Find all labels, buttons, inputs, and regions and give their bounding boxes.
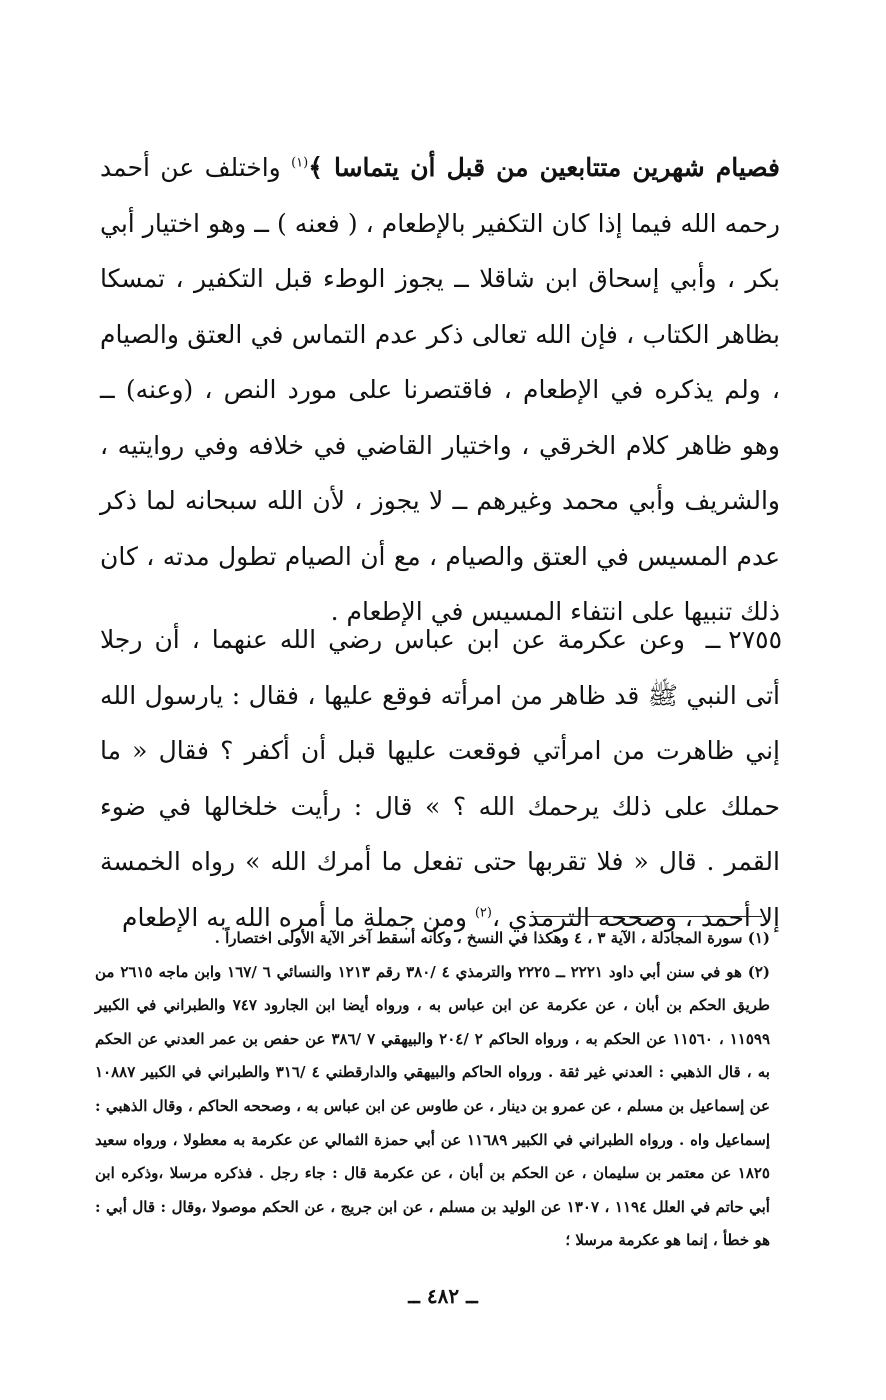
footnote-ref-2[interactable]: (٢) [474, 905, 492, 921]
hadith-number: ٢٧٥٥ ــ [705, 625, 782, 654]
footnote-divider [530, 916, 762, 917]
footnote-2: (٢) هو في سنن أبي داود ٢٢٢١ ــ ٢٢٢٥ والترمذي ٤ /٣٨٠ رقم ١٢١٣ والنسائي ٦ /١٦٧ وابن ماجه ٢٦١٥ من طريق الحكم بن أبان ، عن عكرمة عن ابن عباس به ، ورواه أيضا ابن الجارود ٧٤٧ والطبراني في الكبير ١١٥٩٩ ، ١١٥٦٠ عن الحكم به ، ورواه الحاكم ٢ /٢٠٤ والبيهقي ٧ /٣٨٦ عن حفص بن عمر العدني عن الحكم به ، قال الذهبي : العدني غير ثقة . ورواه الحاكم والبيهقي والدارقطني ٤ /٣١٦ والطبراني في الكبير ١٠٨٨٧ عن إسماعيل بن مسلم ، عن عمرو بن دينار ، عن طاوس عن ابن عباس به ، وصححه الحاكم ، وقال الذهبي : إسماعيل واه . ورواه الطبراني في الكبير ١١٦٨٩ عن أبي حمزة الثمالي عن عكرمة به معطولا ، ورواه سعيد ١٨٢٥ عن معتمر بن سليمان ، عن الحكم بن أبان ، عن عكرمة قال : جاء رجل . فذكره مرسلا ،وذكره ابن أبي حاتم في العلل ١١٩٤ ، ١٣٠٧ عن الوليد بن مسلم ، عن ابن جريج ، عن الحكم موصولا ،وقال : قال أبي : هو خطأ ، إنما هو عكرمة مرسلا ؛ [95, 962, 771, 1250]
footnotes [95, 922, 770, 1258]
main-paragraph-text: واختلف عن أحمد رحمه الله فيما إذا كان التكفير بالإطعام ، ( فعنه ) ــ وهو اختيار أبي بكر ، وأبي إسحاق ابن شاقلا ــ يجوز الوطء قبل التكفير ، تمسكا بظاهر الكتاب ، فإن الله تعالى ذكر عدم التماس في العتق والصيام ، ولم يذكره في الإطعام ، فاقتصرنا على مورد النص ، (وعنه) ــ وهو ظاهر كلام الخرقي ، واختيار القاضي في خلافه وفي روايتيه ، والشريف وأبي محمد وغيرهم ــ لا يجوز ، لأن الله سبحانه لما ذكر عدم المسيس في العتق والصيام ، مع أن الصيام تطول مدته ، كان ذلك تنبيها على انتفاء المسيس في الإطعام . [100, 153, 780, 626]
footnote-1: (١) سورة المجادلة ، الآية ٣ ، ٤ وهكذا في النسخ ، وكأنه أسقط آخر الآية الأولى اختصاراً . [214, 929, 770, 947]
hadith-text: وعن عكرمة عن ابن عباس رضي الله عنهما ، أن رجلا أتى النبي ﷺ قد ظاهر من امرأته فوقع عليها ، فقال : يارسول الله إني ظاهرت من امرأتي فوقعت عليها قبل أن أكفر ؟ فقال « ما حملك على ذلك يرحمك الله ؟ » قال : رأيت خلخالها في ضوء القمر . قال « فلا تقربها حتى تفعل ما أمرك الله » رواه الخمسة إلا أحمد ، وصححه الترمذي ، [100, 625, 780, 932]
hadith-text-continued: ومن جملة ما أمره الله به الإطعام [122, 902, 475, 932]
quran-verse: فصيام شهرين متتابعين من قبل أن يتماسا ﴾ [308, 153, 781, 182]
hadith-entry [100, 612, 780, 945]
footnote-ref-1[interactable]: (١) [291, 155, 309, 171]
main-paragraph [100, 140, 780, 640]
page-number: ــ ٤٨٢ ــ [408, 1284, 478, 1308]
